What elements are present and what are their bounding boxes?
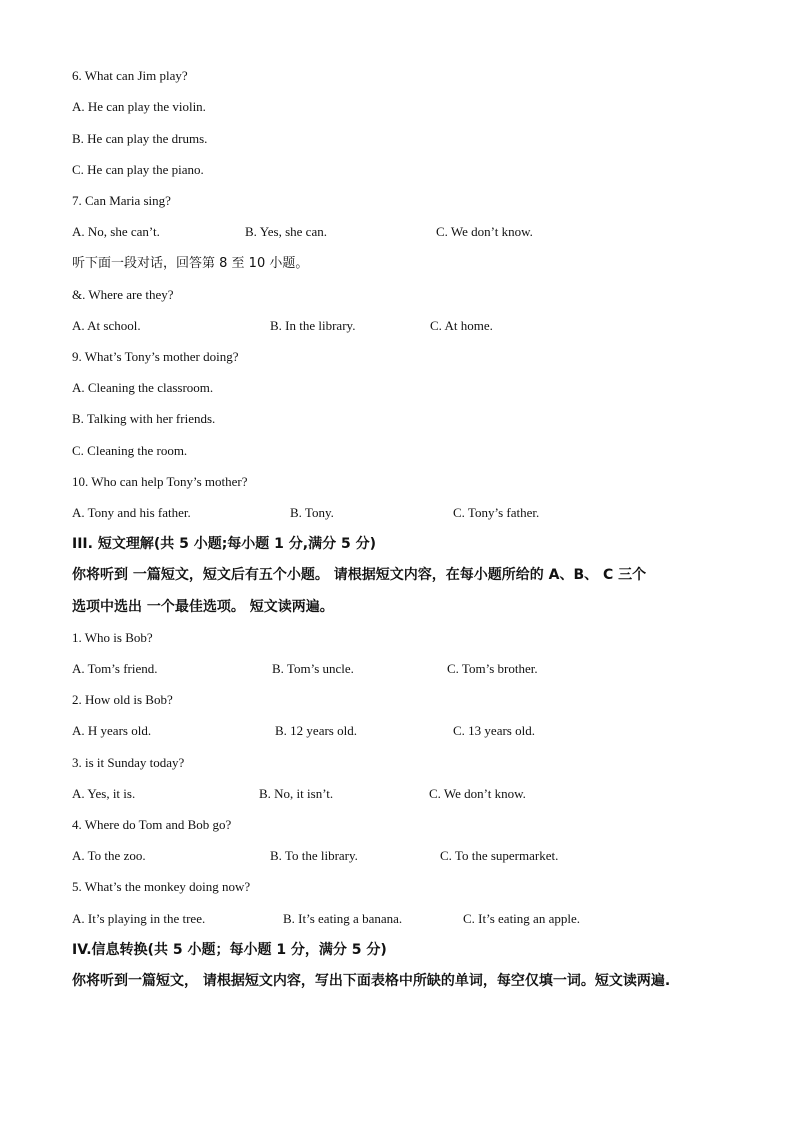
- section-3-question-2-option-b: B. 12 years old.: [275, 723, 357, 738]
- question-8-option-c: C. At home.: [430, 318, 493, 333]
- section-3-question-4-option-c: C. To the supermarket.: [440, 848, 559, 863]
- section-3-question-1-option-b: B. Tom’s uncle.: [272, 661, 354, 676]
- question-7-option-b: B. Yes, she can.: [245, 224, 327, 239]
- section-3-question-1-option-a: A. Tom’s friend.: [72, 661, 158, 676]
- section-3-question-2: 2. How old is Bob?: [72, 692, 173, 707]
- question-10-option-a: A. Tony and his father.: [72, 505, 191, 520]
- question-6-option-a: A. He can play the violin.: [72, 99, 206, 114]
- question-7: 7. Can Maria sing?: [72, 193, 171, 208]
- question-6: 6. What can Jim play?: [72, 68, 188, 83]
- section-3-question-4-option-a: A. To the zoo.: [72, 848, 146, 863]
- section-3-heading: III. 短文理解(共 5 小题;每小题 1 分,满分 5 分): [72, 536, 377, 552]
- section-3-instruction-line-1: 你将听到 一篇短文，短文后有五个小题。 请根据短文内容，在每小题所给的 A、B、 C 三个: [72, 567, 647, 583]
- question-8-option-a: A. At school.: [72, 318, 141, 333]
- question-8: &. Where are they?: [72, 287, 174, 302]
- section-4-heading: IV.信息转换(共 5 小题；每小题 1 分，满分 5 分): [72, 942, 387, 958]
- question-10-option-c: C. Tony’s father.: [453, 505, 540, 520]
- section-3-question-2-option-c: C. 13 years old.: [453, 723, 535, 738]
- question-7-option-c: C. We don’t know.: [436, 224, 533, 239]
- section-3-question-2-option-a: A. H years old.: [72, 723, 152, 738]
- section-4-instruction: 你将听到一篇短文， 请根据短文内容，写出下面表格中所缺的单词，每空仅填一词。短文读两遍.: [72, 973, 671, 989]
- question-9-option-c: C. Cleaning the room.: [72, 443, 188, 458]
- question-9: 9. What’s Tony’s mother doing?: [72, 349, 239, 364]
- section-3-question-4-option-b: B. To the library.: [270, 848, 358, 863]
- section-3-question-5: 5. What’s the monkey doing now?: [72, 879, 251, 894]
- section-3-question-1: 1. Who is Bob?: [72, 630, 153, 645]
- section-3-instruction-line-2: 选项中选出 一个最佳选项。 短文读两遍。: [72, 599, 334, 615]
- section-3-question-3-option-b: B. No, it isn’t.: [259, 786, 334, 801]
- question-8-option-b: B. In the library.: [270, 318, 356, 333]
- section-3-question-5-option-b: B. It’s eating a banana.: [283, 911, 403, 926]
- section-3-question-3: 3. is it Sunday today?: [72, 755, 185, 770]
- section-3-question-5-option-a: A. It’s playing in the tree.: [72, 911, 206, 926]
- question-6-option-c: C. He can play the piano.: [72, 162, 204, 177]
- section-3-question-3-option-a: A. Yes, it is.: [72, 786, 136, 801]
- question-9-option-a: A. Cleaning the classroom.: [72, 380, 214, 395]
- question-7-option-a: A. No, she can’t.: [72, 224, 160, 239]
- section-3-question-3-option-c: C. We don’t know.: [429, 786, 526, 801]
- section-3-question-5-option-c: C. It’s eating an apple.: [463, 911, 580, 926]
- question-9-option-b: B. Talking with her friends.: [72, 411, 216, 426]
- section-3-question-4: 4. Where do Tom and Bob go?: [72, 817, 232, 832]
- question-6-option-b: B. He can play the drums.: [72, 131, 208, 146]
- question-10-option-b: B. Tony.: [290, 505, 334, 520]
- question-10: 10. Who can help Tony’s mother?: [72, 474, 248, 489]
- section-3-question-1-option-c: C. Tom’s brother.: [447, 661, 538, 676]
- instruction-questions-8-10: 听下面一段对话，回答第 8 至 10 小题。: [72, 256, 309, 271]
